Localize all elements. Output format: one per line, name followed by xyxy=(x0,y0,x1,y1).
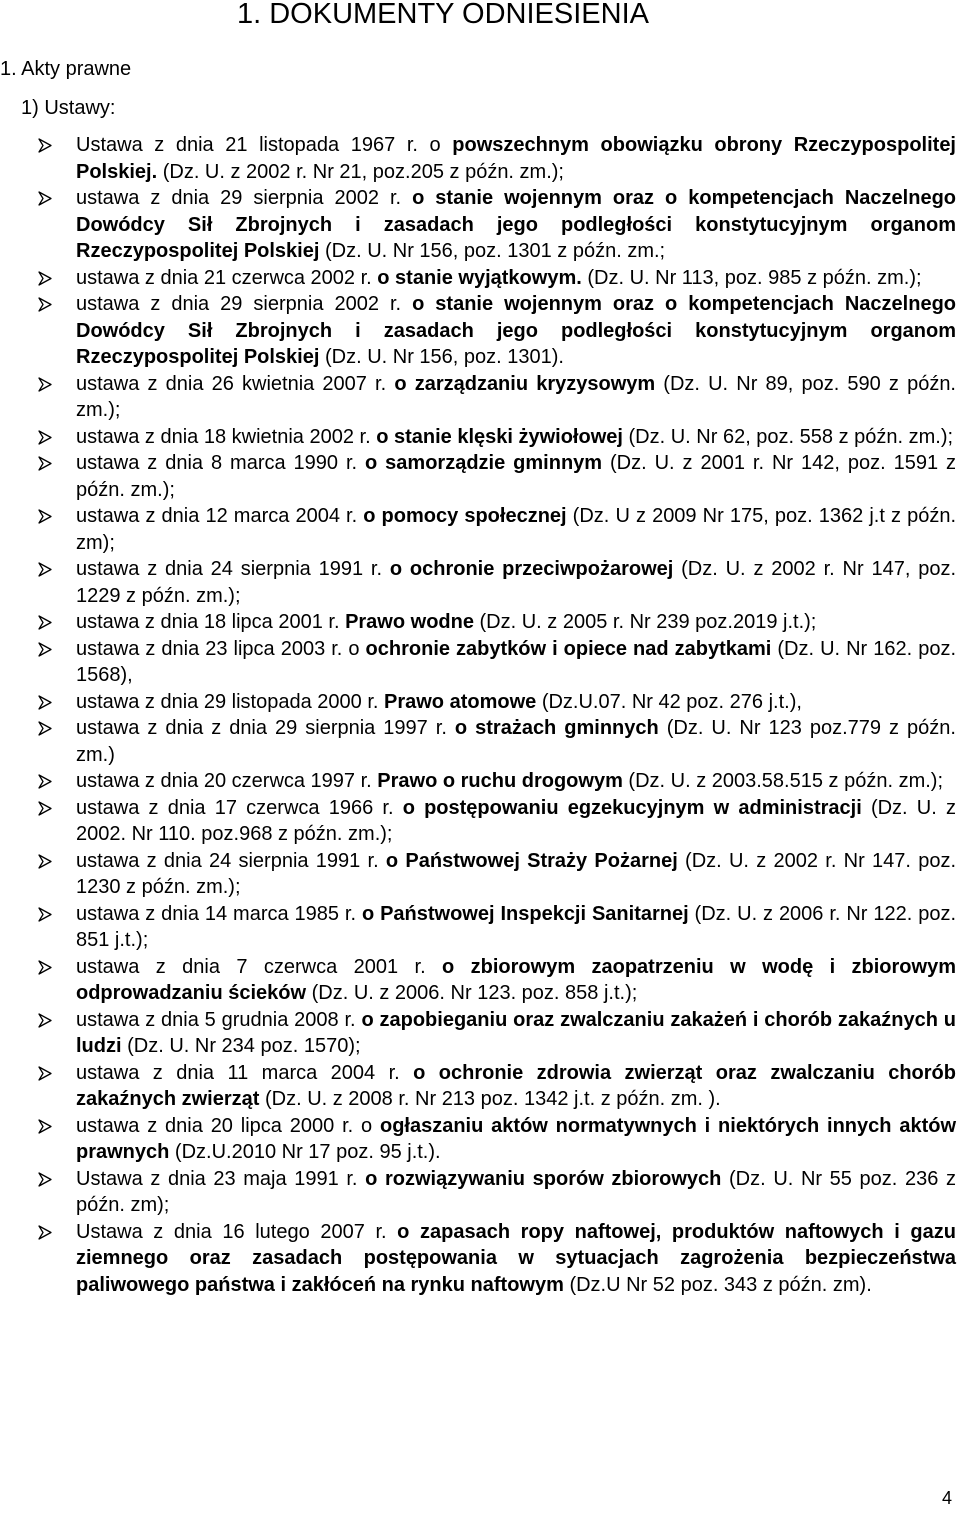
arrow-bullet-icon xyxy=(38,377,53,392)
statute-citation: (Dz. U. z 2002 r. Nr 21, poz.205 z późn. zm.); xyxy=(157,160,564,183)
statute-title: o zapasach ropy naftowej, produktów naftowych i gazu ziemnego oraz zasadach postępowania w sytuacjach zagrożenia bezpieczeństwa paliwowego państwa i zakłóceń na rynku naftowym xyxy=(76,1220,956,1296)
statute-citation: (Dz. U. z 2002. Nr 110. poz.968 z późn. zm.); xyxy=(76,796,956,845)
statute-intro: ustawa z dnia 21 czerwca 2002 r. xyxy=(76,266,378,289)
statute-citation: (Dz. U. z 2002 r. Nr 147, poz. 1229 z późn. zm.); xyxy=(76,558,956,607)
statute-intro: ustawa z dnia 11 marca 2004 r. xyxy=(76,1061,414,1084)
list-item xyxy=(38,636,956,689)
statute-intro: ustawa z dnia 26 kwietnia 2007 r. xyxy=(76,372,395,395)
statute-citation: (Dz.U.2010 Nr 17 poz. 95 j.t.). xyxy=(169,1141,441,1163)
list-item xyxy=(38,1219,956,1299)
arrow-bullet-icon xyxy=(38,721,53,736)
statute-title: o postępowaniu egzekucyjnym w administracji xyxy=(402,796,862,819)
list-item xyxy=(38,1007,956,1060)
arrow-bullet-icon xyxy=(38,615,53,630)
list-item xyxy=(38,185,956,265)
statute-title: o zbiorowym zaopatrzeniu w wodę i zbiorowym odprowadzaniu ścieków xyxy=(76,955,956,1004)
statute-intro: ustawa z dnia 5 grudnia 2008 r. xyxy=(76,1008,362,1031)
arrow-bullet-icon xyxy=(38,297,53,312)
statute-intro: ustawa z dnia 29 sierpnia 2002 r. xyxy=(76,293,413,315)
list-item xyxy=(38,265,956,292)
statute-title: o ochronie zdrowia zwierząt oraz zwalczaniu chorób zakaźnych zwierząt xyxy=(76,1061,956,1110)
statute-title: Prawo atomowe xyxy=(384,690,537,713)
statute-intro: ustawa z dnia 24 sierpnia 1991 r. xyxy=(76,558,390,580)
statute-citation: (Dz. U. Nr 156, poz. 1301 z późn. zm.; xyxy=(319,240,666,262)
statute-intro: ustawa z dnia 12 marca 2004 r. xyxy=(76,505,364,527)
statute-intro: ustawa z dnia 7 czerwca 2001 r. xyxy=(76,955,443,978)
list-item xyxy=(38,715,956,768)
statute-citation: (Dz. U. Nr 234 poz. 1570); xyxy=(121,1035,361,1057)
list-item xyxy=(38,768,956,795)
arrow-bullet-icon xyxy=(38,509,53,524)
arrow-bullet-icon xyxy=(38,695,53,710)
statute-title: o ochronie przeciwpożarowej xyxy=(389,558,674,580)
statute-title: o pomocy społecznej xyxy=(363,505,567,527)
statute-title: Prawo o ruchu drogowym xyxy=(377,770,623,792)
statute-title: o Państwowej Inspekcji Sanitarnej xyxy=(361,902,689,925)
statute-intro: ustawa z dnia 20 lipca 2000 r. o xyxy=(76,1114,380,1137)
list-item xyxy=(38,1113,956,1166)
statute-citation: (Dz. U. Nr 89, poz. 590 z późn. zm.); xyxy=(76,372,956,421)
statute-citation: (Dz. U. z 2008 r. Nr 213 poz. 1342 j.t. z późn. zm. ). xyxy=(259,1088,721,1110)
arrow-bullet-icon xyxy=(38,1225,53,1240)
page-number: 4 xyxy=(941,1488,952,1508)
statute-intro: ustawa z dnia 29 listopada 2000 r. xyxy=(76,690,384,713)
arrow-bullet-icon xyxy=(38,1066,53,1081)
arrow-bullet-icon xyxy=(38,854,53,869)
list-item xyxy=(38,132,956,185)
list-item xyxy=(38,503,956,556)
statute-title: o zapobieganiu oraz zwalczaniu zakażeń i chorób zakaźnych u ludzi xyxy=(76,1008,956,1057)
statute-title: o rozwiązywaniu sporów zbiorowych xyxy=(365,1167,722,1190)
statute-intro: ustawa z dnia 18 lipca 2001 r. xyxy=(76,611,346,633)
list-item xyxy=(38,609,956,636)
arrow-bullet-icon xyxy=(38,774,53,789)
statute-citation: (Dz. U. z 2005 r. Nr 239 poz.2019 j.t.); xyxy=(473,611,817,633)
section-heading-acts: 1. Akty prawne xyxy=(0,58,132,80)
statute-citation: (Dz. U. z 2006. Nr 123. poz. 858 j.t.); xyxy=(306,982,638,1004)
arrow-bullet-icon xyxy=(38,907,53,922)
list-item xyxy=(38,1060,956,1113)
arrow-bullet-icon xyxy=(38,960,53,975)
statute-citation: (Dz.U Nr 52 poz. 343 z późn. zm). xyxy=(563,1273,872,1296)
arrow-bullet-icon xyxy=(38,138,53,153)
statute-intro: ustawa z dnia 18 kwietnia 2002 r. xyxy=(76,425,377,448)
statute-title: powszechnym obowiązku obrony Rzeczypospolitej Polskiej. xyxy=(76,134,956,183)
statute-title: o strażach gminnych xyxy=(454,717,659,739)
statute-citation: (Dz.U.07. Nr 42 poz. 276 j.t.), xyxy=(536,690,802,713)
statute-title: ochronie zabytków i opiece nad zabytkami xyxy=(365,637,772,660)
page-title: 1. DOKUMENTY ODNIESIENIA xyxy=(237,0,649,30)
statute-citation: (Dz. U. Nr 113, poz. 985 z późn. zm.); xyxy=(581,266,922,289)
statute-title: ogłaszaniu aktów normatywnych i niektórych innych aktów prawnych xyxy=(76,1114,957,1163)
list-item xyxy=(38,954,956,1007)
list-item xyxy=(38,848,956,901)
statute-citation: (Dz. U. z 2006 r. Nr 122. poz. 851 j.t.); xyxy=(76,902,956,951)
statute-title: o Państwowej Straży Pożarnej xyxy=(385,849,678,872)
statute-title: o stanie wojennym oraz o kompetencjach Naczelnego Dowódcy Sił Zbrojnych i zasadach jego podległości konstytucyjnym organom Rzeczypospolitej Polskiej xyxy=(76,293,957,368)
list-item xyxy=(38,689,956,716)
arrow-bullet-icon xyxy=(38,1172,53,1187)
statute-intro: ustawa z dnia 29 sierpnia 2002 r. xyxy=(76,187,413,209)
subsection-heading-statutes: 1) Ustawy: xyxy=(21,97,116,119)
statute-citation: (Dz. U. z 2002 r. Nr 147. poz. 1230 z późn. zm.); xyxy=(76,849,957,898)
arrow-bullet-icon xyxy=(38,1119,53,1134)
arrow-bullet-icon xyxy=(38,271,53,286)
list-item xyxy=(38,424,956,451)
statute-citation: (Dz. U. Nr 162. poz. 1568), xyxy=(76,637,957,686)
statute-title: o samorządzie gminnym xyxy=(365,452,603,474)
statute-intro: Ustawa z dnia 23 maja 1991 r. xyxy=(76,1167,366,1190)
list-item xyxy=(38,1166,956,1219)
statute-citation: (Dz. U z 2009 Nr 175, poz. 1362 j.t z późn. zm); xyxy=(76,505,957,554)
list-item xyxy=(38,450,956,503)
statute-intro: ustawa z dnia 8 marca 1990 r. xyxy=(76,452,366,474)
list-item xyxy=(38,291,956,371)
arrow-bullet-icon xyxy=(38,191,53,206)
statute-intro: ustawa z dnia 24 sierpnia 1991 r. xyxy=(76,849,386,872)
statute-title: o zarządzaniu kryzysowym xyxy=(394,372,656,395)
statute-intro: Ustawa z dnia 21 listopada 1967 r. o xyxy=(76,134,453,156)
arrow-bullet-icon xyxy=(38,430,53,445)
list-item xyxy=(38,371,956,424)
arrow-bullet-icon xyxy=(38,642,53,657)
arrow-bullet-icon xyxy=(38,1013,53,1028)
statute-title: Prawo wodne xyxy=(345,611,474,633)
statute-citation: (Dz. U. Nr 55 poz. 236 z późn. zm); xyxy=(76,1167,956,1216)
statute-citation: (Dz. U. z 2001 r. Nr 142, poz. 1591 z późn. zm.); xyxy=(76,452,957,501)
statute-citation: (Dz. U. Nr 62, poz. 558 z późn. zm.); xyxy=(622,425,954,448)
statute-intro: ustawa z dnia 23 lipca 2003 r. o xyxy=(76,637,366,660)
statute-list xyxy=(38,132,956,1298)
arrow-bullet-icon xyxy=(38,456,53,471)
statute-intro: ustawa z dnia 14 marca 1985 r. xyxy=(76,902,362,925)
statute-citation: (Dz. U. Nr 156, poz. 1301). xyxy=(319,346,564,368)
list-item xyxy=(38,901,956,954)
list-item xyxy=(38,795,956,848)
statute-title: o stanie wojennym oraz o kompetencjach Naczelnego Dowódcy Sił Zbrojnych i zasadach jego podległości konstytucyjnym organom Rzeczypospolitej Polskiej xyxy=(76,187,957,262)
statute-intro: Ustawa z dnia 16 lutego 2007 r. xyxy=(76,1220,398,1243)
statute-citation: (Dz. U. z 2003.58.515 z późn. zm.); xyxy=(622,770,943,792)
statute-intro: ustawa z dnia 17 czerwca 1966 r. xyxy=(76,796,403,819)
statute-intro: ustawa z dnia 20 czerwca 1997 r. xyxy=(76,770,378,792)
arrow-bullet-icon xyxy=(38,562,53,577)
statute-citation: (Dz. U. Nr 123 poz.779 z późn. zm.) xyxy=(76,717,956,766)
arrow-bullet-icon xyxy=(38,801,53,816)
statute-title: o stanie wyjątkowym. xyxy=(377,266,582,289)
statute-intro: ustawa z dnia z dnia 29 sierpnia 1997 r. xyxy=(76,717,455,739)
statute-title: o stanie klęski żywiołowej xyxy=(376,425,623,448)
list-item xyxy=(38,556,956,609)
